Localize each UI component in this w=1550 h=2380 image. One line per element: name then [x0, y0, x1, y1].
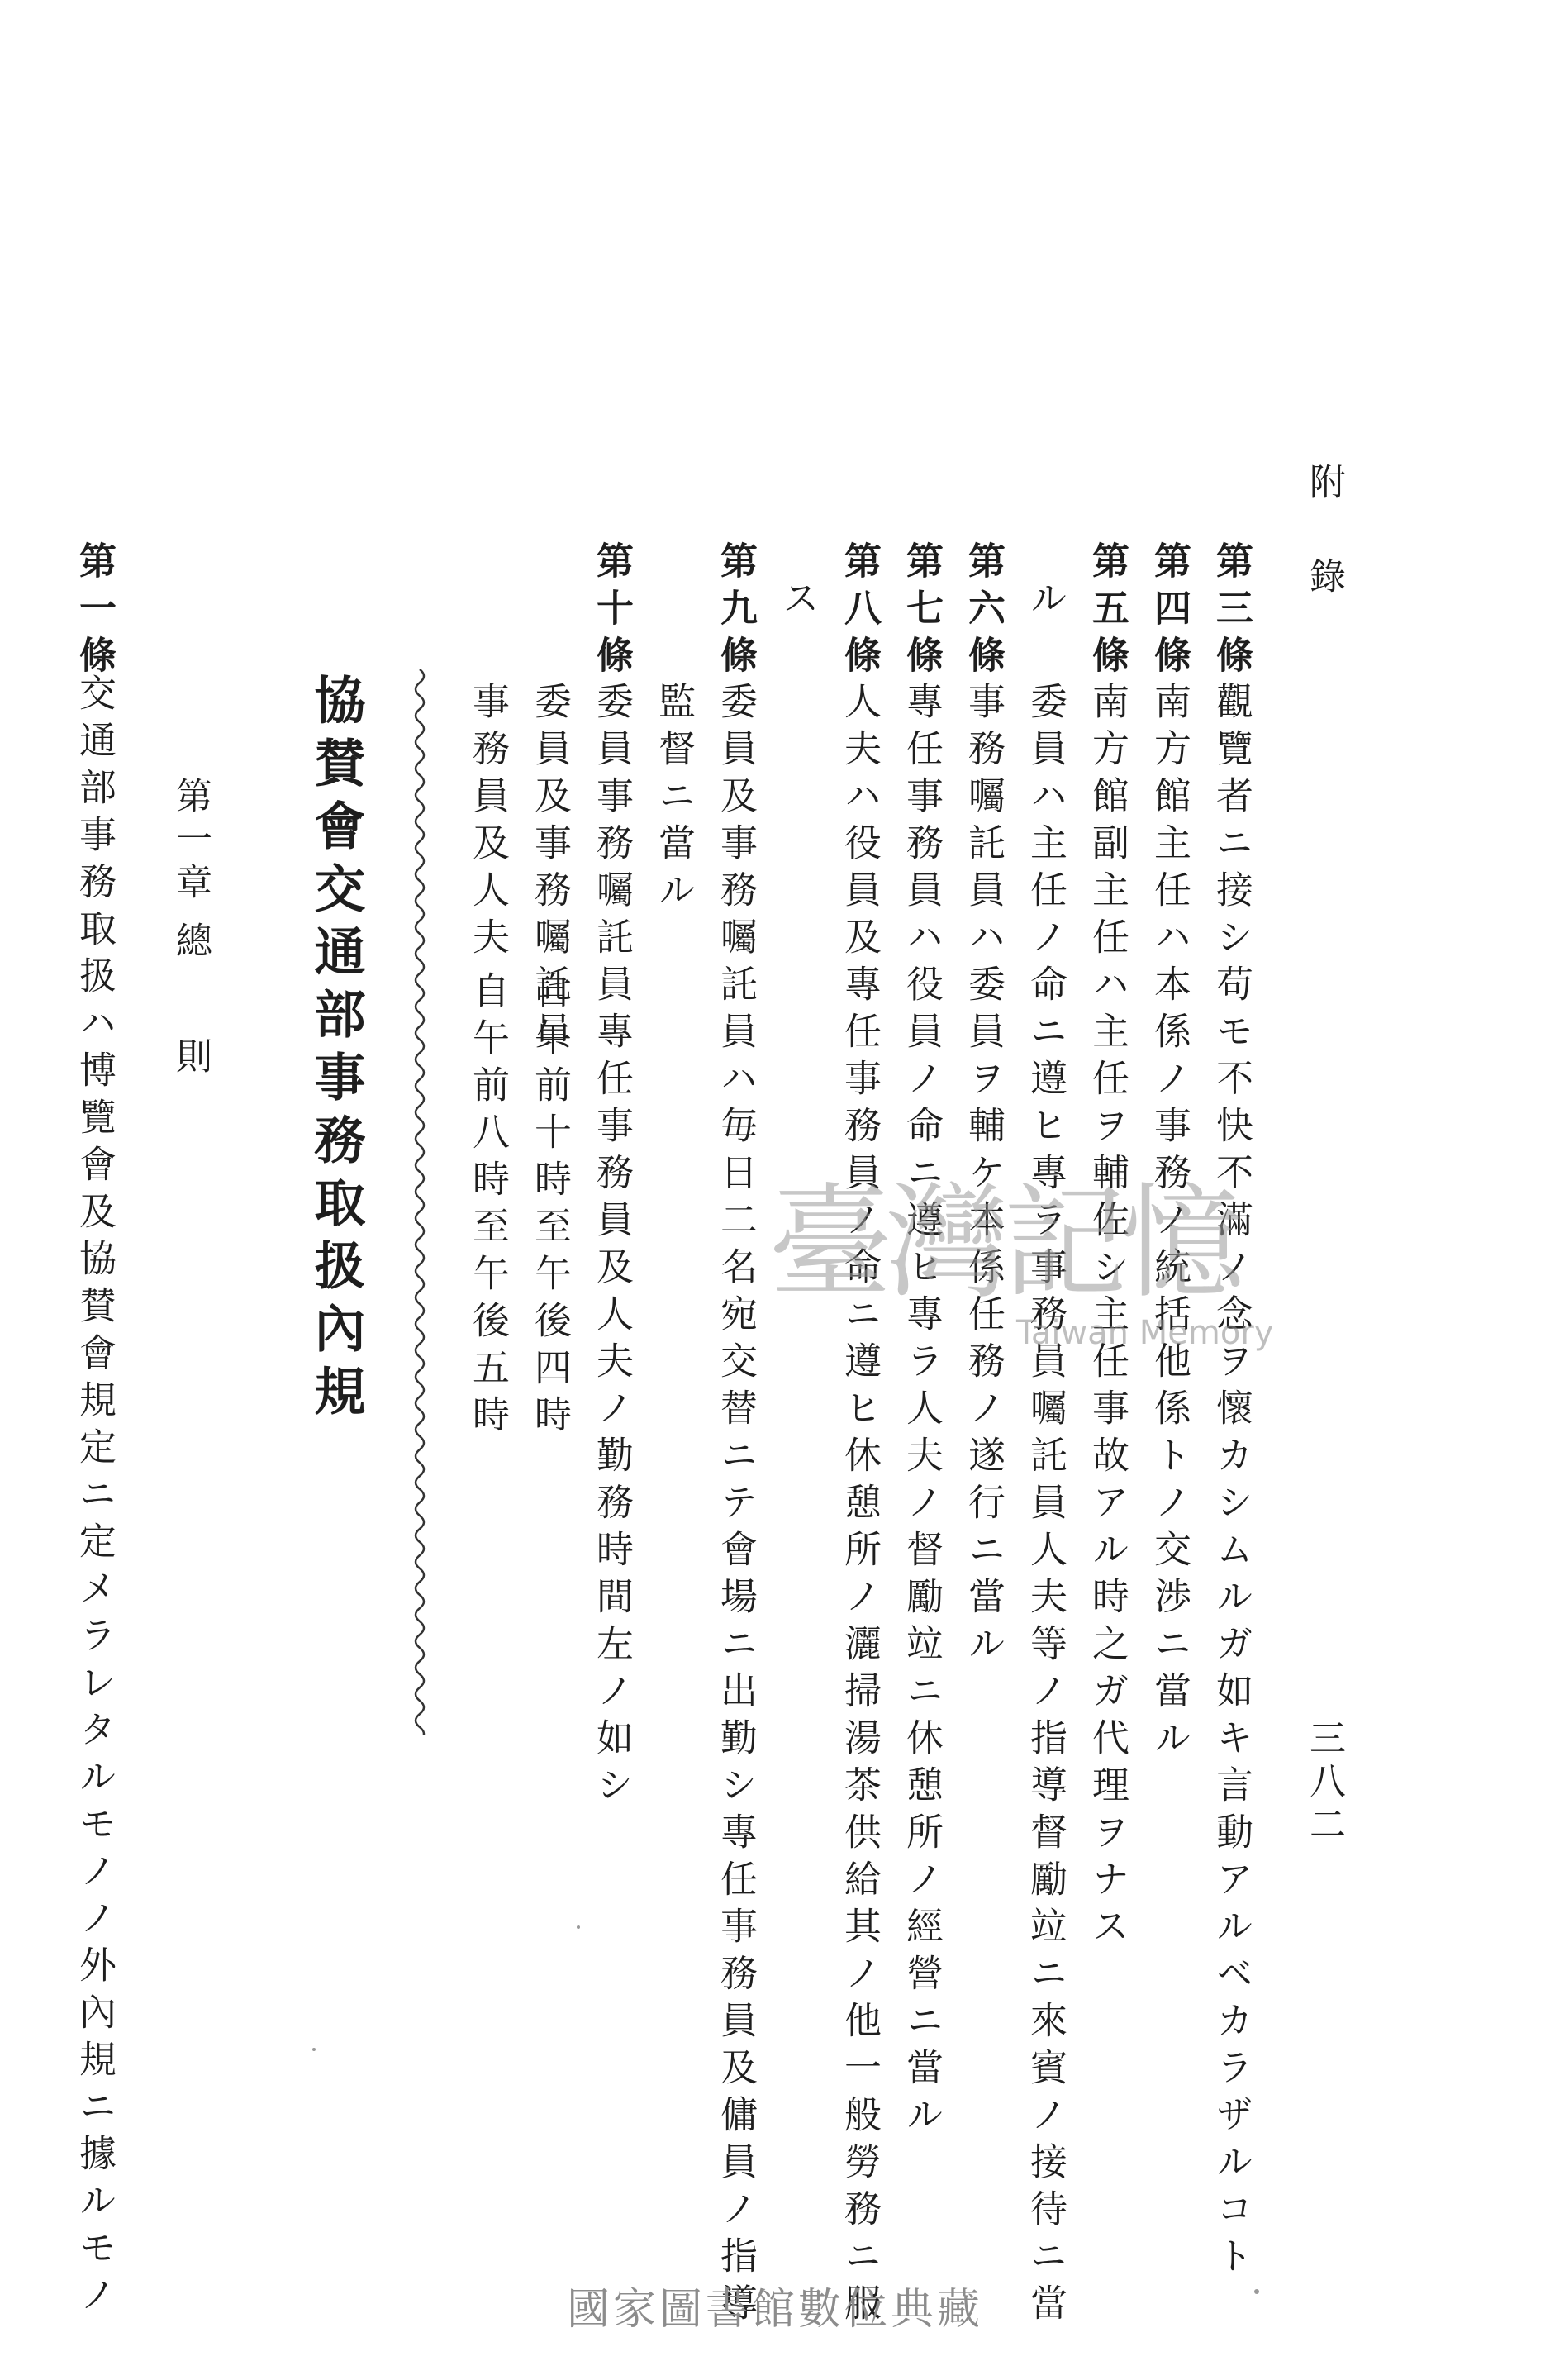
schedule-who-1: 委員及事務囑託員: [528, 682, 572, 1059]
footer-archive-label: 國家圖書館數位典藏: [566, 2285, 983, 2335]
article-3-label: 第三條: [1210, 541, 1253, 683]
article-6-line-1: 事務囑託員ハ委員ヲ輔ケ本係任務ノ遂行ニ當ル: [962, 682, 1006, 1671]
article-5-label: 第五條: [1086, 541, 1129, 683]
article-9-label: 第九條: [714, 541, 758, 683]
article-1-text: 交通部事務取扱ハ博覽會及協賛會規定ニ定メラレタルモノノ外內規ニ據ルモノ: [73, 674, 116, 2322]
wavy-separator: [405, 669, 435, 1735]
article-5-line-2: ル: [1024, 578, 1067, 626]
page-number: 三八二: [1303, 1719, 1345, 1848]
article-5-line-1: 委員ハ主任ノ命ニ遵ヒ專ラ事務員囑託員人夫等ノ指導督勵竝ニ來賓ノ接待ニ當: [1024, 682, 1067, 2330]
article-9-line-2: 監督ニ當ル: [652, 682, 696, 917]
schedule-who-2: 事務員及人夫: [466, 682, 510, 964]
chapter-label: 第一章: [169, 777, 212, 906]
article-10-label: 第十條: [590, 541, 634, 683]
watermark-main-text: 臺灣記憶: [768, 1172, 1239, 1316]
scan-speck: [577, 1925, 580, 1929]
scan-speck: [312, 2048, 316, 2051]
schedule-hours-1: 自午前十時至午後四時: [528, 971, 572, 1442]
running-head: 附錄: [1303, 463, 1345, 651]
watermark-logo: [768, 1172, 1281, 1355]
article-4-label: 第四條: [1148, 541, 1191, 683]
article-10-line-1: 委員事務囑託員專任事務員及人夫ノ勤務時間左ノ如シ: [590, 682, 634, 1812]
schedule-hours-2: 自午前八時至午後五時: [466, 971, 510, 1442]
article-9-line-1: 委員及事務囑託員ハ毎日二名宛交替ニテ會場ニ出勤シ專任事務員及傭員ノ指導: [714, 682, 758, 2330]
watermark-sub-text: Taiwan Memory: [1016, 1314, 1274, 1352]
chapter-name-1: 總: [169, 921, 212, 958]
article-8-line-2: ス: [776, 578, 820, 626]
scan-speck: [1254, 2289, 1259, 2294]
article-7-line-1: 專任事務員ハ役員ノ命ニ遵ヒ專ラ人夫ノ督勵竝ニ休憩所ノ經營ニ當ル: [900, 682, 944, 2142]
section-title: 協賛會交通部事務取扱內規: [306, 674, 366, 1427]
article-4-line-1: 南方館主任ハ本係ノ事務ノ統括他係トノ交渉ニ當ル: [1148, 682, 1191, 1765]
article-8-label: 第八條: [838, 541, 882, 683]
article-8-line-1: 人夫ハ役員及專任事務員ノ命ニ遵ヒ休憩所ノ灑掃湯茶供給其ノ他一般勞務ニ服: [838, 682, 882, 2330]
article-4-line-2: 南方館副主任ハ主任ヲ輔佐シ主任事故アル時之ガ代理ヲナス: [1086, 682, 1129, 1954]
article-7-label: 第七條: [900, 541, 944, 683]
article-1-label: 第一條: [73, 541, 116, 683]
article-6-label: 第六條: [962, 541, 1006, 683]
article-3-line-1: 觀覽者ニ接シ苟モ不快不滿ノ念ヲ懷カシムルガ如キ言動アルベカラザルコト: [1210, 682, 1253, 2283]
chapter-name-2: 則: [169, 1037, 212, 1073]
